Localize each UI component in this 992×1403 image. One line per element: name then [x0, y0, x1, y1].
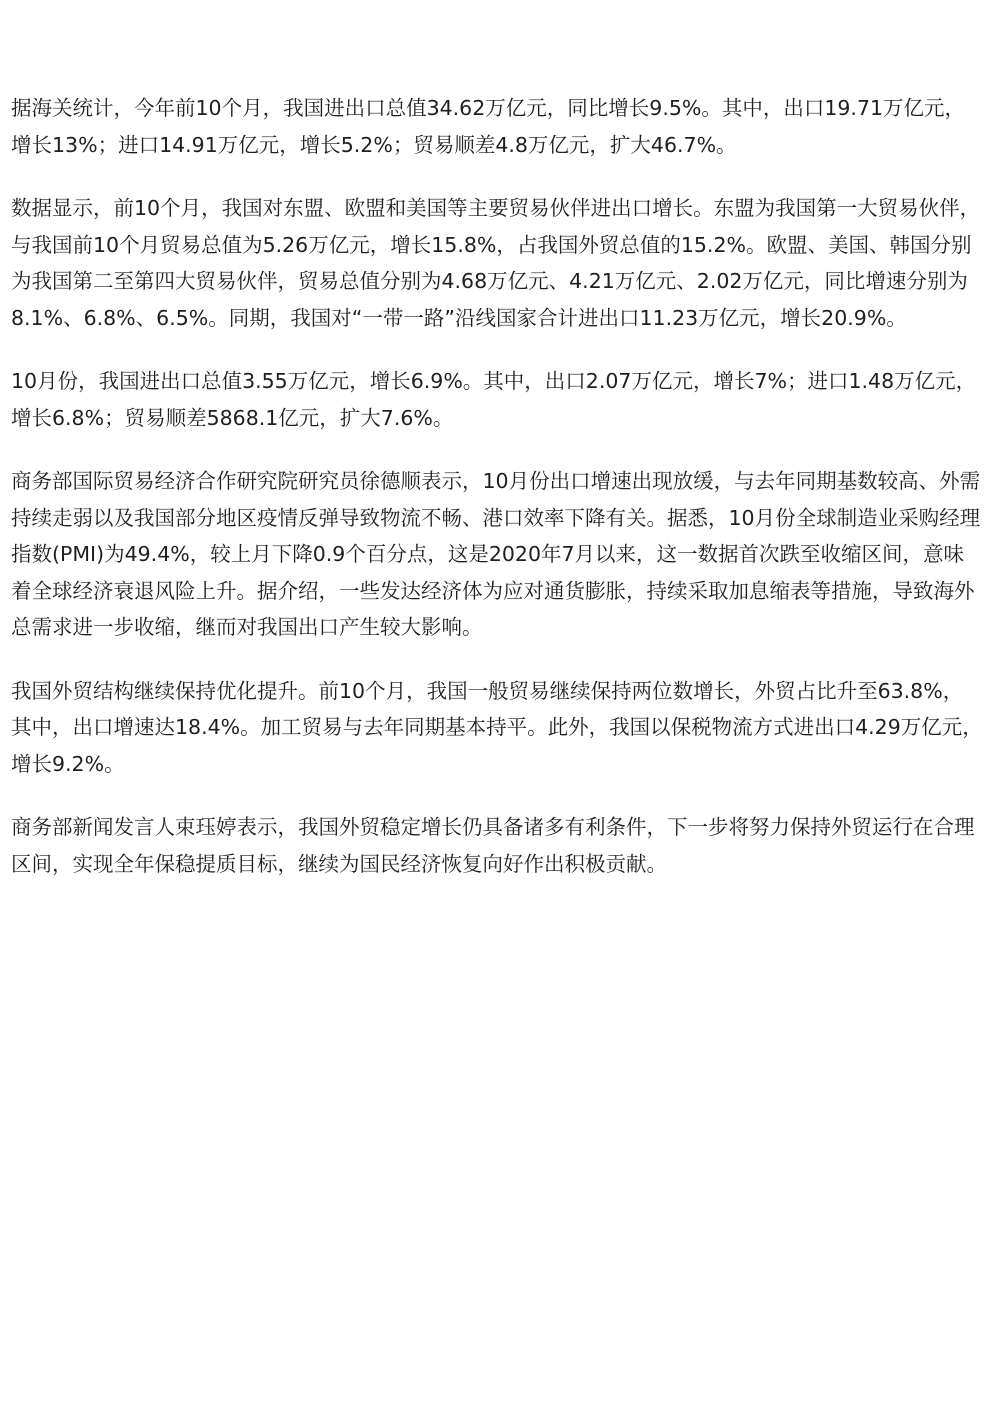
paragraph-ministry-outlook: 商务部新闻发言人束珏婷表示，我国外贸稳定增长仍具备诸多有利条件，下一步将努力保持外贸运行在合理区间，实现全年保稳提质目标，继续为国民经济恢复向好作出积极贡献。 [11, 815, 975, 876]
article-body [11, 90, 983, 909]
paragraph-october-figures: 10月份，我国进出口总值3.55万亿元，增长6.9%。其中，出口2.07万亿元，增长7%；进口1.48万亿元，增长6.8%；贸易顺差5868.1亿元，扩大7.6%。 [11, 369, 977, 430]
paragraph-trade-partners: 数据显示，前10个月，我国对东盟、欧盟和美国等主要贸易伙伴进出口增长。东盟为我国第一大贸易伙伴，与我国前10个月贸易总值为5.26万亿元，增长15.8%，占我国外贸总值的15.2%。欧盟、美国、韩国分别为我国第二至第四大贸易伙伴，贸易总值分别为4.68万亿元、4.21万亿元、2.02万亿元，同比增速分别为8.1%、6.8%、6.5%。同期，我国对“一带一路”沿线国家合计进出口11.23万亿元，增长20.9%。 [11, 196, 981, 330]
paragraph-expert-analysis: 商务部国际贸易经济合作研究院研究员徐德顺表示，10月份出口增速出现放缓，与去年同期基数较高、外需持续走弱以及我国部分地区疫情反弹导致物流不畅、港口效率下降有关。据悉，10月份全球制造业采购经理指数(PMI)为49.4%，较上月下降0.9个百分点，这是2020年7月以来，这一数据首次跌至收缩区间，意味着全球经济衰退风险上升。据介绍，一些发达经济体为应对通货膨胀，持续采取加息缩表等措施，导致海外总需求进一步收缩，继而对我国出口产生较大影响。 [11, 469, 981, 639]
paragraph-trade-structure: 我国外贸结构继续保持优化提升。前10个月，我国一般贸易继续保持两位数增长，外贸占比升至63.8%，其中，出口增速达18.4%。加工贸易与去年同期基本持平。此外，我国以保税物流方式进出口4.29万亿元，增长9.2%。 [11, 678, 983, 776]
paragraph-trade-totals: 据海关统计，今年前10个月，我国进出口总值34.62万亿元，同比增长9.5%。其中，出口19.71万亿元，增长13%；进口14.91万亿元，增长5.2%；贸易顺差4.8万亿元，扩大46.7%。 [11, 96, 966, 157]
